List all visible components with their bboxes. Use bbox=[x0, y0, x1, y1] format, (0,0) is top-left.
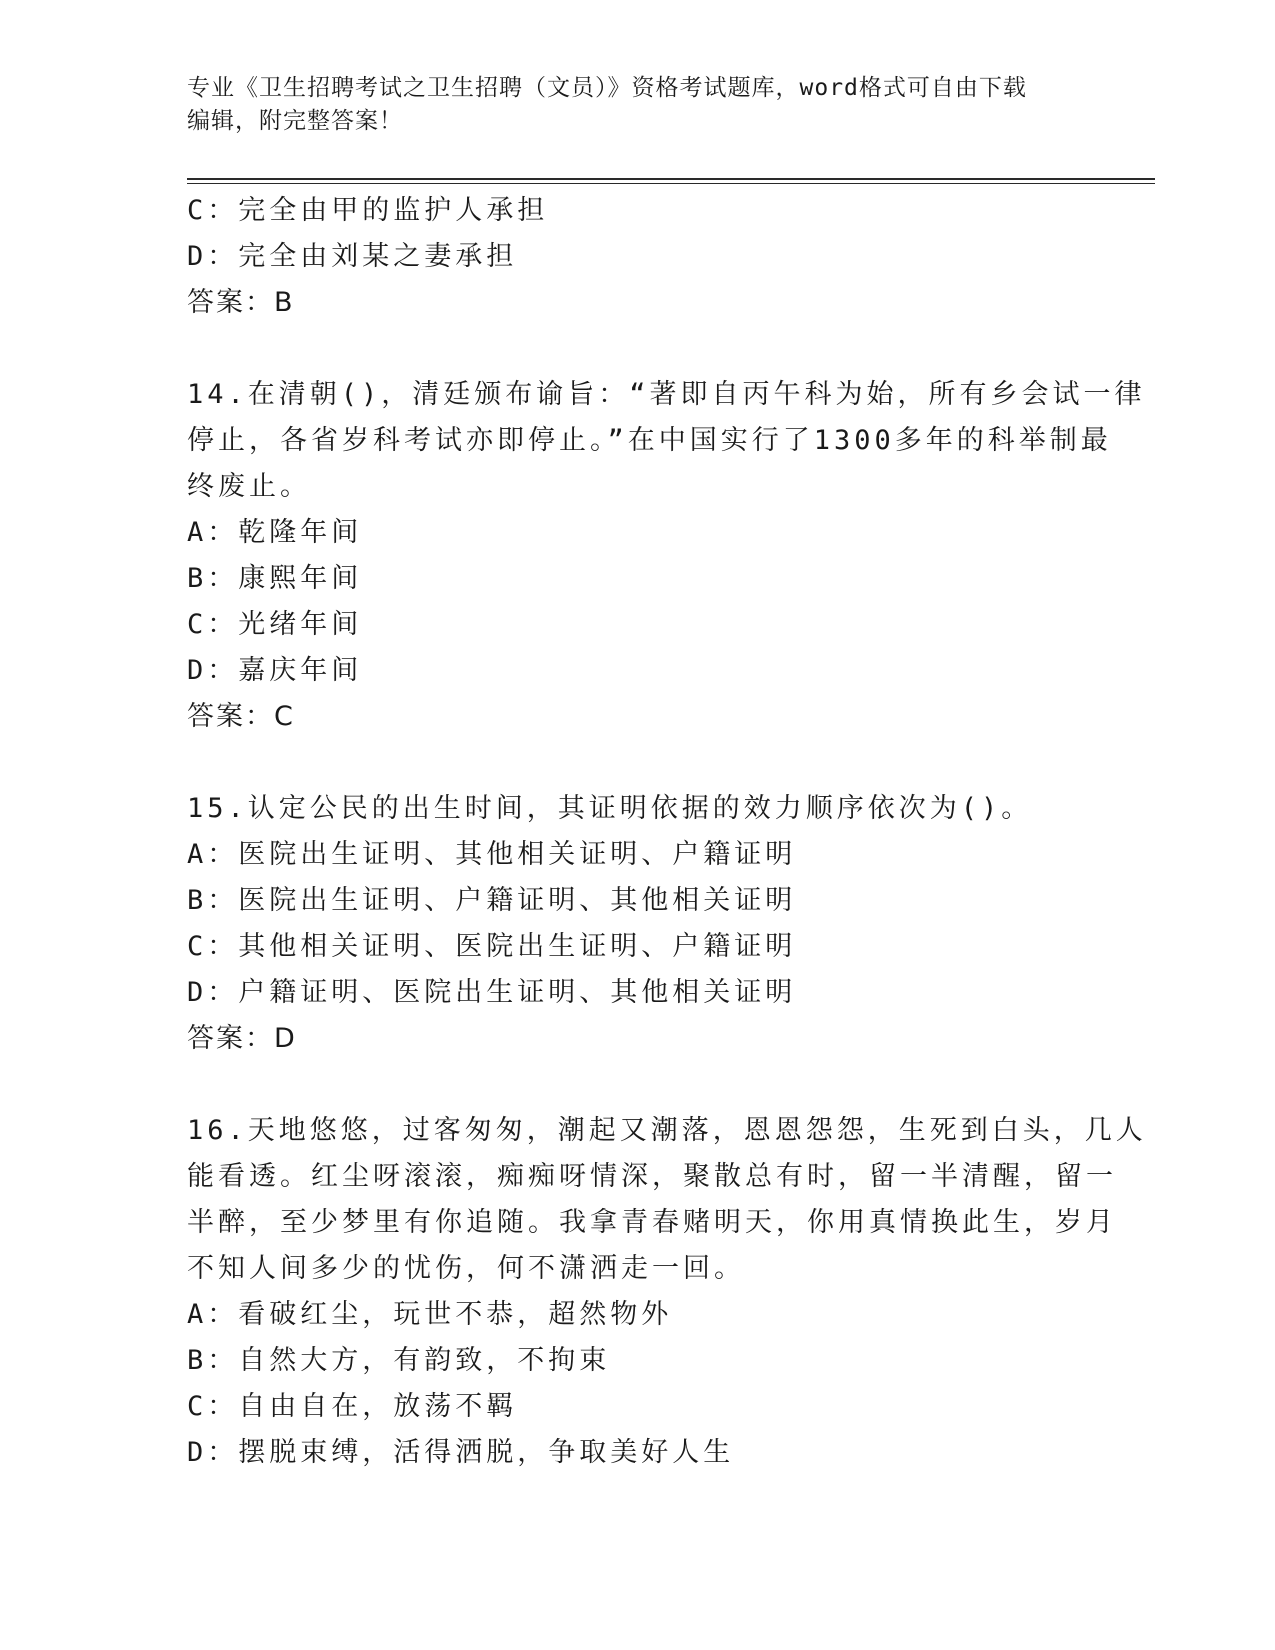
option-b: B：康熙年间 bbox=[187, 563, 363, 594]
option-a: A：医院出生证明、其他相关证明、户籍证明 bbox=[187, 839, 797, 870]
answer-line: 答案：D bbox=[187, 1023, 297, 1054]
answer-line: 答案：B bbox=[187, 287, 295, 318]
question-stem-line: 14.在清朝()，清廷颁布谕旨：“著即自丙午科为始，所有乡会试一律 bbox=[187, 379, 1146, 410]
question-stem-line: 停止，各省岁科考试亦即停止。”在中国实行了1300多年的科举制最 bbox=[187, 425, 1112, 456]
page-header bbox=[187, 72, 1087, 138]
question-stem-line: 16.天地悠悠，过客匆匆，潮起又潮落，恩恩怨怨，生死到白头，几人 bbox=[187, 1115, 1147, 1146]
document-page bbox=[187, 0, 1155, 1650]
header-title-line-2: 编辑，附完整答案！ bbox=[187, 108, 403, 134]
option-c: C：其他相关证明、医院出生证明、户籍证明 bbox=[187, 931, 797, 962]
option-b: B：自然大方，有韵致，不拘束 bbox=[187, 1345, 611, 1376]
option-d: D：户籍证明、医院出生证明、其他相关证明 bbox=[187, 977, 797, 1008]
question-stem-line: 不知人间多少的忧伤，何不潇洒走一回。 bbox=[187, 1253, 745, 1284]
question-15 bbox=[187, 786, 1087, 1062]
option-b: B：医院出生证明、户籍证明、其他相关证明 bbox=[187, 885, 797, 916]
header-divider bbox=[187, 178, 1155, 184]
option-d: D：嘉庆年间 bbox=[187, 655, 363, 686]
question-14 bbox=[187, 372, 1146, 740]
header-title-line-1: 专业《卫生招聘考试之卫生招聘（文员）》资格考试题库，word格式可自由下载 bbox=[187, 75, 1027, 101]
option-a: A：乾隆年间 bbox=[187, 517, 363, 548]
option-d: D：摆脱束缚，活得洒脱，争取美好人生 bbox=[187, 1437, 735, 1468]
spacer bbox=[187, 740, 1087, 786]
option-c: C：完全由甲的监护人承担 bbox=[187, 195, 549, 226]
question-stem-line: 终废止。 bbox=[187, 471, 311, 502]
question-stem-line: 能看透。红尘呀滚滚，痴痴呀情深，聚散总有时，留一半清醒，留一 bbox=[187, 1161, 1117, 1192]
question-stem-line: 半醉，至少梦里有你追随。我拿青春赌明天，你用真情换此生，岁月 bbox=[187, 1207, 1117, 1238]
question-list bbox=[187, 188, 1147, 1476]
question-stem-line: 15.认定公民的出生时间，其证明依据的效力顺序依次为()。 bbox=[187, 793, 1033, 824]
option-c: C：自由自在，放荡不羁 bbox=[187, 1391, 518, 1422]
question-13-continued bbox=[187, 188, 1087, 326]
option-c: C：光绪年间 bbox=[187, 609, 363, 640]
spacer bbox=[187, 1062, 1087, 1108]
option-d: D：完全由刘某之妻承担 bbox=[187, 241, 518, 272]
spacer bbox=[187, 326, 1087, 372]
answer-line: 答案：C bbox=[187, 701, 295, 732]
option-a: A：看破红尘，玩世不恭，超然物外 bbox=[187, 1299, 673, 1330]
question-16 bbox=[187, 1108, 1147, 1476]
